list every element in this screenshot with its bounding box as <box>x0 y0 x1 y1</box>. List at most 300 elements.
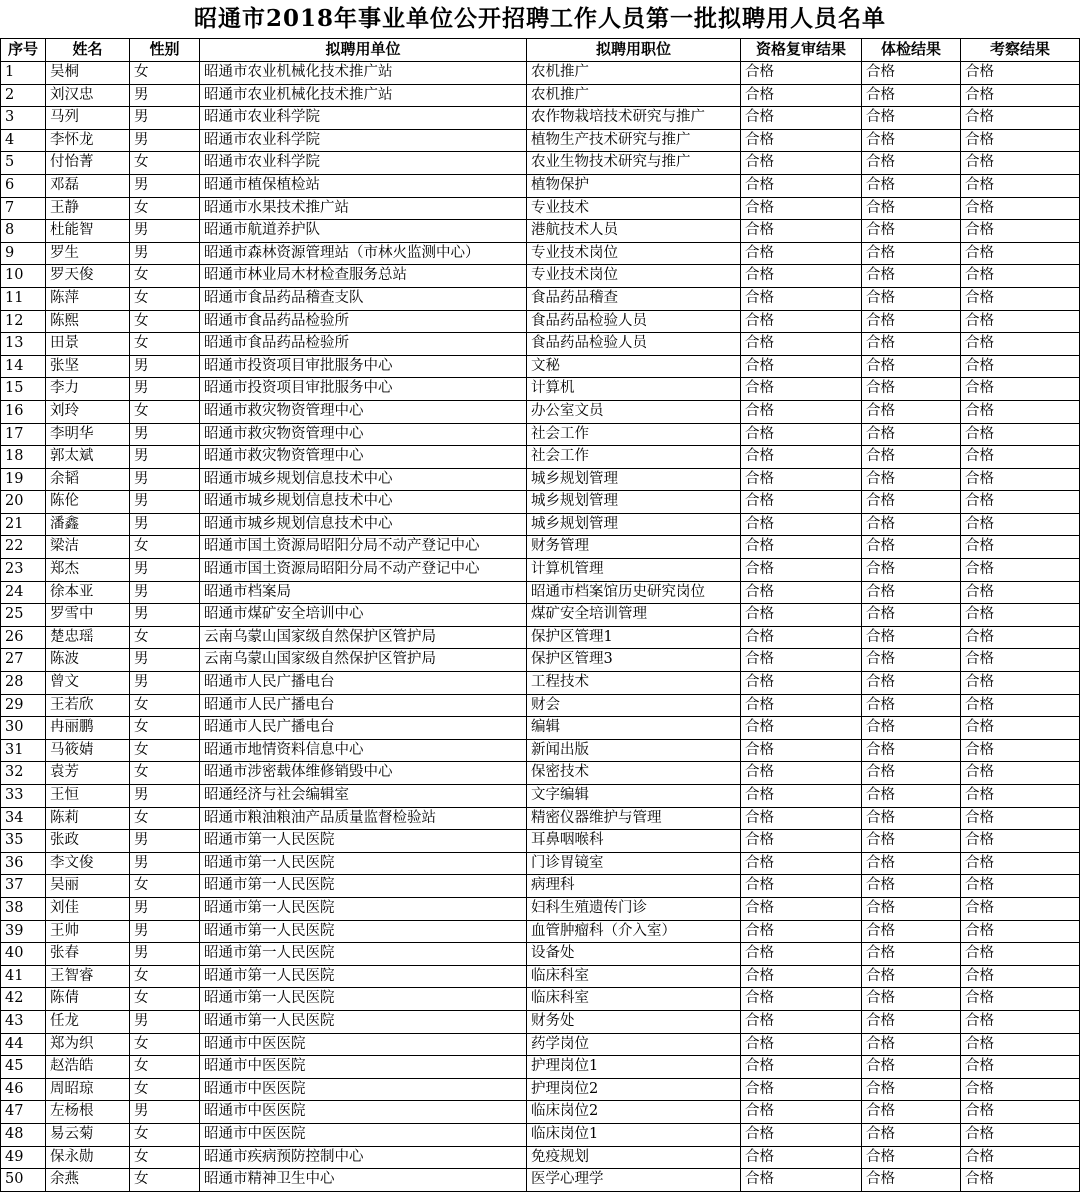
cell-inspection-result: 合格 <box>961 762 1080 785</box>
cell-position: 专业技术 <box>527 197 741 220</box>
cell-medical-result: 合格 <box>862 626 961 649</box>
cell-gender: 男 <box>130 107 200 130</box>
cell-position: 药学岗位 <box>527 1033 741 1056</box>
cell-gender: 男 <box>130 581 200 604</box>
cell-qualification-result: 合格 <box>741 468 862 491</box>
cell-inspection-result: 合格 <box>961 988 1080 1011</box>
cell-medical-result: 合格 <box>862 1169 961 1192</box>
table-row <box>1 1123 1080 1146</box>
cell-qualification-result: 合格 <box>741 1010 862 1033</box>
cell-gender: 女 <box>130 62 200 85</box>
cell-index: 31 <box>1 739 46 762</box>
cell-position: 财务管理 <box>527 536 741 559</box>
cell-gender: 男 <box>130 220 200 243</box>
cell-unit: 昭通市救灾物资管理中心 <box>200 423 527 446</box>
cell-unit: 云南乌蒙山国家级自然保护区管护局 <box>200 649 527 672</box>
cell-medical-result: 合格 <box>862 897 961 920</box>
cell-medical-result: 合格 <box>862 785 961 808</box>
cell-name: 陈倩 <box>46 988 130 1011</box>
cell-gender: 女 <box>130 1123 200 1146</box>
cell-position: 社会工作 <box>527 446 741 469</box>
cell-unit: 昭通市农业科学院 <box>200 129 527 152</box>
cell-index: 9 <box>1 242 46 265</box>
cell-inspection-result: 合格 <box>961 717 1080 740</box>
cell-index: 44 <box>1 1033 46 1056</box>
cell-medical-result: 合格 <box>862 468 961 491</box>
table-row <box>1 852 1080 875</box>
cell-gender: 女 <box>130 875 200 898</box>
cell-medical-result: 合格 <box>862 423 961 446</box>
cell-position: 农业生物技术研究与推广 <box>527 152 741 175</box>
table-row <box>1 830 1080 853</box>
cell-unit: 昭通市第一人民医院 <box>200 852 527 875</box>
cell-name: 张政 <box>46 830 130 853</box>
cell-index: 26 <box>1 626 46 649</box>
table-row <box>1 378 1080 401</box>
cell-unit: 昭通市城乡规划信息技术中心 <box>200 468 527 491</box>
cell-position: 专业技术岗位 <box>527 242 741 265</box>
cell-inspection-result: 合格 <box>961 559 1080 582</box>
cell-qualification-result: 合格 <box>741 446 862 469</box>
cell-index: 11 <box>1 287 46 310</box>
cell-inspection-result: 合格 <box>961 694 1080 717</box>
cell-unit: 昭通市救灾物资管理中心 <box>200 446 527 469</box>
table-row <box>1 513 1080 536</box>
cell-medical-result: 合格 <box>862 739 961 762</box>
cell-position: 临床科室 <box>527 988 741 1011</box>
cell-position: 港航技术人员 <box>527 220 741 243</box>
cell-index: 7 <box>1 197 46 220</box>
cell-medical-result: 合格 <box>862 84 961 107</box>
table-row <box>1 355 1080 378</box>
cell-position: 农机推广 <box>527 84 741 107</box>
cell-name: 余燕 <box>46 1169 130 1192</box>
cell-unit: 昭通市第一人民医院 <box>200 830 527 853</box>
cell-medical-result: 合格 <box>862 513 961 536</box>
cell-name: 吴丽 <box>46 875 130 898</box>
cell-inspection-result: 合格 <box>961 649 1080 672</box>
cell-name: 杜能智 <box>46 220 130 243</box>
cell-inspection-result: 合格 <box>961 739 1080 762</box>
cell-qualification-result: 合格 <box>741 1169 862 1192</box>
cell-medical-result: 合格 <box>862 491 961 514</box>
cell-gender: 男 <box>130 897 200 920</box>
cell-position: 财务处 <box>527 1010 741 1033</box>
cell-qualification-result: 合格 <box>741 287 862 310</box>
cell-index: 25 <box>1 604 46 627</box>
cell-gender: 男 <box>130 513 200 536</box>
cell-index: 10 <box>1 265 46 288</box>
cell-medical-result: 合格 <box>862 378 961 401</box>
cell-medical-result: 合格 <box>862 1056 961 1079</box>
cell-position: 临床岗位2 <box>527 1101 741 1124</box>
cell-medical-result: 合格 <box>862 694 961 717</box>
table-row <box>1 739 1080 762</box>
header-medical-result: 体检结果 <box>862 39 961 62</box>
cell-index: 42 <box>1 988 46 1011</box>
cell-index: 2 <box>1 84 46 107</box>
cell-medical-result: 合格 <box>862 220 961 243</box>
header-position: 拟聘用职位 <box>527 39 741 62</box>
cell-name: 徐本亚 <box>46 581 130 604</box>
table-row <box>1 626 1080 649</box>
cell-qualification-result: 合格 <box>741 830 862 853</box>
cell-medical-result: 合格 <box>862 265 961 288</box>
table-row <box>1 333 1080 356</box>
table-row <box>1 875 1080 898</box>
table-row <box>1 559 1080 582</box>
cell-medical-result: 合格 <box>862 333 961 356</box>
cell-medical-result: 合格 <box>862 242 961 265</box>
cell-qualification-result: 合格 <box>741 197 862 220</box>
cell-name: 罗雪中 <box>46 604 130 627</box>
header-name: 姓名 <box>46 39 130 62</box>
cell-name: 刘汉忠 <box>46 84 130 107</box>
cell-qualification-result: 合格 <box>741 943 862 966</box>
table-row <box>1 107 1080 130</box>
table-row <box>1 468 1080 491</box>
cell-gender: 女 <box>130 400 200 423</box>
cell-qualification-result: 合格 <box>741 152 862 175</box>
cell-position: 农机推广 <box>527 62 741 85</box>
cell-position: 计算机 <box>527 378 741 401</box>
cell-medical-result: 合格 <box>862 1146 961 1169</box>
cell-gender: 男 <box>130 559 200 582</box>
cell-index: 14 <box>1 355 46 378</box>
cell-position: 门诊胃镜室 <box>527 852 741 875</box>
cell-qualification-result: 合格 <box>741 84 862 107</box>
cell-qualification-result: 合格 <box>741 1101 862 1124</box>
cell-qualification-result: 合格 <box>741 920 862 943</box>
cell-qualification-result: 合格 <box>741 1033 862 1056</box>
cell-medical-result: 合格 <box>862 807 961 830</box>
cell-medical-result: 合格 <box>862 174 961 197</box>
cell-medical-result: 合格 <box>862 287 961 310</box>
cell-name: 王若欣 <box>46 694 130 717</box>
cell-unit: 昭通市地情资料信息中心 <box>200 739 527 762</box>
cell-position: 临床科室 <box>527 965 741 988</box>
cell-qualification-result: 合格 <box>741 717 862 740</box>
cell-qualification-result: 合格 <box>741 1123 862 1146</box>
table-row <box>1 807 1080 830</box>
cell-gender: 女 <box>130 152 200 175</box>
cell-medical-result: 合格 <box>862 604 961 627</box>
cell-index: 49 <box>1 1146 46 1169</box>
cell-name: 李文俊 <box>46 852 130 875</box>
cell-position: 血管肿瘤科（介入室） <box>527 920 741 943</box>
cell-name: 冉丽鹏 <box>46 717 130 740</box>
cell-qualification-result: 合格 <box>741 400 862 423</box>
cell-inspection-result: 合格 <box>961 513 1080 536</box>
cell-index: 12 <box>1 310 46 333</box>
cell-gender: 女 <box>130 287 200 310</box>
table-row <box>1 1078 1080 1101</box>
cell-inspection-result: 合格 <box>961 62 1080 85</box>
cell-unit: 昭通市人民广播电台 <box>200 717 527 740</box>
cell-medical-result: 合格 <box>862 446 961 469</box>
cell-position: 医学心理学 <box>527 1169 741 1192</box>
cell-inspection-result: 合格 <box>961 355 1080 378</box>
cell-index: 30 <box>1 717 46 740</box>
table-row <box>1 152 1080 175</box>
cell-name: 陈熙 <box>46 310 130 333</box>
table-row <box>1 400 1080 423</box>
cell-inspection-result: 合格 <box>961 446 1080 469</box>
cell-inspection-result: 合格 <box>961 1123 1080 1146</box>
cell-qualification-result: 合格 <box>741 355 862 378</box>
table-row <box>1 129 1080 152</box>
cell-qualification-result: 合格 <box>741 1146 862 1169</box>
cell-position: 保密技术 <box>527 762 741 785</box>
cell-inspection-result: 合格 <box>961 491 1080 514</box>
table-row <box>1 920 1080 943</box>
table-row <box>1 1010 1080 1033</box>
cell-medical-result: 合格 <box>862 197 961 220</box>
cell-index: 28 <box>1 672 46 695</box>
cell-gender: 女 <box>130 762 200 785</box>
cell-position: 植物生产技术研究与推广 <box>527 129 741 152</box>
cell-index: 46 <box>1 1078 46 1101</box>
cell-position: 保护区管理3 <box>527 649 741 672</box>
document-title: 昭通市2018年事业单位公开招聘工作人员第一批拟聘用人员名单 <box>193 5 886 32</box>
cell-inspection-result: 合格 <box>961 468 1080 491</box>
cell-index: 23 <box>1 559 46 582</box>
cell-name: 王静 <box>46 197 130 220</box>
table-row <box>1 604 1080 627</box>
cell-name: 田景 <box>46 333 130 356</box>
cell-inspection-result: 合格 <box>961 400 1080 423</box>
cell-qualification-result: 合格 <box>741 107 862 130</box>
cell-gender: 女 <box>130 1033 200 1056</box>
cell-unit: 昭通市中医医院 <box>200 1078 527 1101</box>
cell-position: 护理岗位1 <box>527 1056 741 1079</box>
header-inspection-result: 考察结果 <box>961 39 1080 62</box>
cell-gender: 女 <box>130 310 200 333</box>
table-row <box>1 197 1080 220</box>
cell-position: 保护区管理1 <box>527 626 741 649</box>
cell-position: 工程技术 <box>527 672 741 695</box>
cell-inspection-result: 合格 <box>961 1169 1080 1192</box>
cell-name: 李怀龙 <box>46 129 130 152</box>
cell-gender: 男 <box>130 604 200 627</box>
cell-name: 付怡菁 <box>46 152 130 175</box>
table-body <box>1 62 1080 1192</box>
table-row <box>1 84 1080 107</box>
table-row <box>1 897 1080 920</box>
cell-gender: 男 <box>130 84 200 107</box>
cell-medical-result: 合格 <box>862 717 961 740</box>
cell-inspection-result: 合格 <box>961 1078 1080 1101</box>
cell-name: 张春 <box>46 943 130 966</box>
cell-qualification-result: 合格 <box>741 694 862 717</box>
cell-unit: 昭通市涉密载体维修销毁中心 <box>200 762 527 785</box>
cell-inspection-result: 合格 <box>961 333 1080 356</box>
cell-index: 6 <box>1 174 46 197</box>
cell-qualification-result: 合格 <box>741 739 862 762</box>
cell-index: 37 <box>1 875 46 898</box>
table-row <box>1 62 1080 85</box>
header-index: 序号 <box>1 39 46 62</box>
cell-unit: 昭通市食品药品检验所 <box>200 310 527 333</box>
cell-medical-result: 合格 <box>862 1101 961 1124</box>
cell-gender: 男 <box>130 423 200 446</box>
cell-unit: 昭通市国土资源局昭阳分局不动产登记中心 <box>200 559 527 582</box>
cell-position: 病理科 <box>527 875 741 898</box>
cell-index: 5 <box>1 152 46 175</box>
cell-gender: 男 <box>130 649 200 672</box>
cell-gender: 男 <box>130 129 200 152</box>
table-row <box>1 717 1080 740</box>
cell-unit: 昭通市粮油粮油产品质量监督检验站 <box>200 807 527 830</box>
cell-inspection-result: 合格 <box>961 287 1080 310</box>
cell-name: 郭太斌 <box>46 446 130 469</box>
cell-medical-result: 合格 <box>862 1010 961 1033</box>
table-row <box>1 1056 1080 1079</box>
cell-index: 18 <box>1 446 46 469</box>
cell-unit: 昭通市精神卫生中心 <box>200 1169 527 1192</box>
cell-inspection-result: 合格 <box>961 785 1080 808</box>
cell-inspection-result: 合格 <box>961 672 1080 695</box>
cell-medical-result: 合格 <box>862 875 961 898</box>
cell-position: 城乡规划管理 <box>527 468 741 491</box>
cell-name: 郑杰 <box>46 559 130 582</box>
cell-gender: 女 <box>130 807 200 830</box>
cell-unit: 昭通市食品药品检验所 <box>200 333 527 356</box>
cell-medical-result: 合格 <box>862 129 961 152</box>
cell-index: 48 <box>1 1123 46 1146</box>
cell-position: 文字编辑 <box>527 785 741 808</box>
cell-medical-result: 合格 <box>862 400 961 423</box>
cell-position: 设备处 <box>527 943 741 966</box>
cell-gender: 女 <box>130 265 200 288</box>
cell-position: 食品药品稽查 <box>527 287 741 310</box>
cell-name: 陈莉 <box>46 807 130 830</box>
cell-unit: 昭通市国土资源局昭阳分局不动产登记中心 <box>200 536 527 559</box>
cell-inspection-result: 合格 <box>961 423 1080 446</box>
cell-name: 马列 <box>46 107 130 130</box>
cell-position: 植物保护 <box>527 174 741 197</box>
cell-index: 38 <box>1 897 46 920</box>
cell-gender: 女 <box>130 1078 200 1101</box>
cell-qualification-result: 合格 <box>741 513 862 536</box>
cell-unit: 昭通市第一人民医院 <box>200 965 527 988</box>
cell-name: 左杨根 <box>46 1101 130 1124</box>
cell-inspection-result: 合格 <box>961 1101 1080 1124</box>
cell-qualification-result: 合格 <box>741 423 862 446</box>
cell-gender: 女 <box>130 536 200 559</box>
header-gender: 性别 <box>130 39 200 62</box>
cell-medical-result: 合格 <box>862 943 961 966</box>
cell-name: 赵浩皓 <box>46 1056 130 1079</box>
cell-index: 21 <box>1 513 46 536</box>
table-row <box>1 785 1080 808</box>
cell-unit: 昭通市水果技术推广站 <box>200 197 527 220</box>
cell-unit: 昭通市第一人民医院 <box>200 1010 527 1033</box>
cell-position: 食品药品检验人员 <box>527 333 741 356</box>
cell-qualification-result: 合格 <box>741 378 862 401</box>
cell-medical-result: 合格 <box>862 581 961 604</box>
table-row <box>1 965 1080 988</box>
table-row <box>1 536 1080 559</box>
table-row <box>1 581 1080 604</box>
cell-index: 41 <box>1 965 46 988</box>
cell-unit: 昭通市第一人民医院 <box>200 920 527 943</box>
cell-medical-result: 合格 <box>862 355 961 378</box>
cell-unit: 昭通市农业科学院 <box>200 152 527 175</box>
cell-qualification-result: 合格 <box>741 1056 862 1079</box>
cell-unit: 昭通市投资项目审批服务中心 <box>200 355 527 378</box>
table-row <box>1 988 1080 1011</box>
table-row <box>1 446 1080 469</box>
cell-medical-result: 合格 <box>862 988 961 1011</box>
cell-qualification-result: 合格 <box>741 491 862 514</box>
cell-unit: 昭通市森林资源管理站（市林火监测中心） <box>200 242 527 265</box>
cell-qualification-result: 合格 <box>741 62 862 85</box>
cell-unit: 昭通市人民广播电台 <box>200 672 527 695</box>
cell-unit: 昭通市第一人民医院 <box>200 897 527 920</box>
cell-index: 22 <box>1 536 46 559</box>
cell-index: 16 <box>1 400 46 423</box>
cell-gender: 男 <box>130 355 200 378</box>
table-row <box>1 220 1080 243</box>
cell-qualification-result: 合格 <box>741 536 862 559</box>
cell-index: 19 <box>1 468 46 491</box>
table-row <box>1 694 1080 717</box>
cell-medical-result: 合格 <box>862 536 961 559</box>
cell-qualification-result: 合格 <box>741 265 862 288</box>
cell-unit: 昭通市档案局 <box>200 581 527 604</box>
cell-index: 45 <box>1 1056 46 1079</box>
cell-medical-result: 合格 <box>862 649 961 672</box>
cell-position: 办公室文员 <box>527 400 741 423</box>
cell-inspection-result: 合格 <box>961 830 1080 853</box>
table-row <box>1 423 1080 446</box>
cell-position: 社会工作 <box>527 423 741 446</box>
table-row <box>1 174 1080 197</box>
table-row <box>1 491 1080 514</box>
cell-index: 17 <box>1 423 46 446</box>
cell-unit: 昭通市中医医院 <box>200 1056 527 1079</box>
cell-unit: 昭通市疾病预防控制中心 <box>200 1146 527 1169</box>
cell-qualification-result: 合格 <box>741 785 862 808</box>
cell-name: 罗生 <box>46 242 130 265</box>
cell-name: 楚忠瑶 <box>46 626 130 649</box>
table-row <box>1 242 1080 265</box>
cell-inspection-result: 合格 <box>961 875 1080 898</box>
cell-name: 李力 <box>46 378 130 401</box>
cell-unit: 云南乌蒙山国家级自然保护区管护局 <box>200 626 527 649</box>
cell-qualification-result: 合格 <box>741 174 862 197</box>
cell-gender: 男 <box>130 491 200 514</box>
cell-qualification-result: 合格 <box>741 875 862 898</box>
cell-gender: 女 <box>130 1056 200 1079</box>
cell-position: 财会 <box>527 694 741 717</box>
cell-qualification-result: 合格 <box>741 559 862 582</box>
cell-qualification-result: 合格 <box>741 129 862 152</box>
cell-unit: 昭通市城乡规划信息技术中心 <box>200 491 527 514</box>
cell-medical-result: 合格 <box>862 965 961 988</box>
cell-index: 36 <box>1 852 46 875</box>
cell-name: 潘鑫 <box>46 513 130 536</box>
cell-gender: 女 <box>130 626 200 649</box>
cell-inspection-result: 合格 <box>961 265 1080 288</box>
cell-unit: 昭通市农业科学院 <box>200 107 527 130</box>
cell-unit: 昭通市林业局木材检查服务总站 <box>200 265 527 288</box>
cell-inspection-result: 合格 <box>961 174 1080 197</box>
cell-gender: 男 <box>130 242 200 265</box>
cell-inspection-result: 合格 <box>961 536 1080 559</box>
cell-inspection-result: 合格 <box>961 1146 1080 1169</box>
